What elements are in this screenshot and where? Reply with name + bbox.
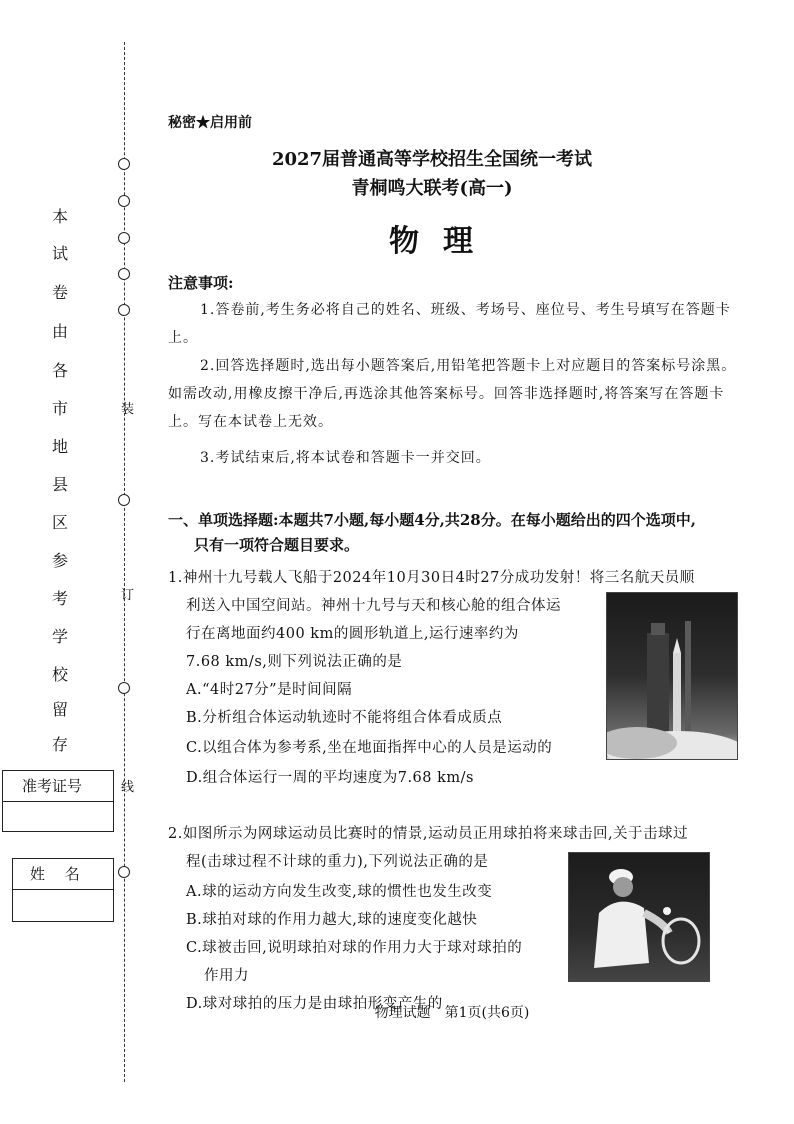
q2-stem-line: 2.如图所示为网球运动员比赛时的情景,运动员正用球拍将来球击回,关于击球过 bbox=[168, 826, 689, 842]
binding-hole bbox=[118, 304, 130, 316]
tennis-player-illustration bbox=[569, 853, 709, 981]
margin-notice-char: 由 bbox=[52, 322, 69, 341]
note-item: 1.答卷前,考生务必将自己的姓名、班级、考场号、座位号、考生号填写在答题卡上。 bbox=[168, 302, 731, 346]
q2-option-d: D.球对球拍的压力是由球拍形变产生的 bbox=[186, 996, 443, 1012]
margin-notice-char: 各 bbox=[52, 361, 69, 380]
q1-stem-line: 1.神州十九号载人飞船于2024年10月30日4时27分成功发射！将三名航天员顺 bbox=[168, 570, 695, 586]
subject-title: 物理 bbox=[389, 224, 497, 259]
margin-notice-char: 校 bbox=[52, 665, 69, 684]
q1-option-b: B.分析组合体运动轨迹时不能将组合体看成质点 bbox=[186, 710, 503, 726]
margin-notice-char: 学 bbox=[52, 627, 69, 646]
note-item: 3.考试结束后,将本试卷和答题卡一并交回。 bbox=[200, 450, 491, 466]
margin-notice-char: 留 bbox=[52, 700, 69, 719]
q2-stem-line: 程(击球过程不计球的重力),下列说法正确的是 bbox=[186, 854, 489, 870]
margin-notice-char: 存 bbox=[52, 735, 69, 754]
q1-stem-line: 行在离地面约400 km的圆形轨道上,运行速率约为 bbox=[186, 626, 519, 642]
section-heading: 一、单项选择题:本题共7小题,每小题4分,共28分。在每小题给出的四个选项中, bbox=[168, 511, 696, 529]
binding-hole bbox=[118, 682, 130, 694]
confidential-mark: 秘密★启用前 bbox=[168, 115, 252, 131]
margin-notice-char: 县 bbox=[52, 475, 69, 494]
q2-option-c-cont: 作用力 bbox=[204, 968, 249, 984]
binding-hole bbox=[118, 494, 130, 506]
exam-id-label: 准考证号 bbox=[22, 777, 83, 795]
q1-stem-line: 利送入中国空间站。神州十九号与天和核心舱的组合体运 bbox=[186, 598, 561, 614]
binding-label-ding: 订 bbox=[121, 588, 135, 603]
rocket-launch-illustration bbox=[607, 593, 737, 759]
q2-option-b: B.球拍对球的作用力越大,球的速度变化越快 bbox=[186, 912, 478, 928]
q1-option-a: A.“4时27分”是时间间隔 bbox=[186, 682, 353, 698]
section-heading-cont: 只有一项符合题目要求。 bbox=[194, 536, 360, 554]
exam-title: 2027届普通高等学校招生全国统一考试 bbox=[271, 149, 593, 170]
binding-hole bbox=[118, 866, 130, 878]
margin-notice-char: 卷 bbox=[52, 283, 69, 302]
q1-option-d: D.组合体运行一周的平均速度为7.68 km/s bbox=[186, 770, 474, 786]
binding-hole bbox=[118, 268, 130, 280]
margin-notice-char: 区 bbox=[52, 513, 69, 532]
rocket-launch-photo bbox=[606, 592, 738, 760]
margin-notice-char: 本 bbox=[52, 207, 69, 226]
note-item: 2.回答选择题时,选出每小题答案后,用铅笔把答题卡上对应题目的答案标号涂黑。如需改动,用橡皮擦干净后,再选涂其他答案标号。回答非选择题时,将答案写在答题卡上。写在本试卷上无效。 bbox=[168, 358, 737, 430]
q1-stem-line: 7.68 km/s,则下列说法正确的是 bbox=[186, 654, 403, 670]
q1-option-c: C.以组合体为参考系,坐在地面指挥中心的人员是运动的 bbox=[186, 740, 553, 756]
tennis-player-photo bbox=[568, 852, 710, 982]
binding-label-zhuang: 装 bbox=[121, 402, 135, 417]
q2-option-c: C.球被击回,说明球拍对球的作用力大于球对球拍的 bbox=[186, 940, 523, 956]
margin-notice-char: 参 bbox=[52, 551, 69, 570]
margin-notice-char: 市 bbox=[52, 399, 69, 418]
q2-option-a: A.球的运动方向发生改变,球的惯性也发生改变 bbox=[186, 884, 493, 900]
binding-label-xian: 线 bbox=[121, 780, 135, 795]
name-label: 姓 名 bbox=[30, 865, 80, 883]
margin-notice-char: 考 bbox=[52, 589, 69, 608]
margin-notice-char: 试 bbox=[52, 244, 69, 263]
exam-subtitle: 青桐鸣大联考(高一) bbox=[351, 178, 513, 199]
margin-notice-char: 地 bbox=[52, 437, 69, 456]
notes-heading: 注意事项: bbox=[168, 274, 234, 292]
page-footer: 物理试题 第1页(共6页) bbox=[374, 1005, 530, 1021]
